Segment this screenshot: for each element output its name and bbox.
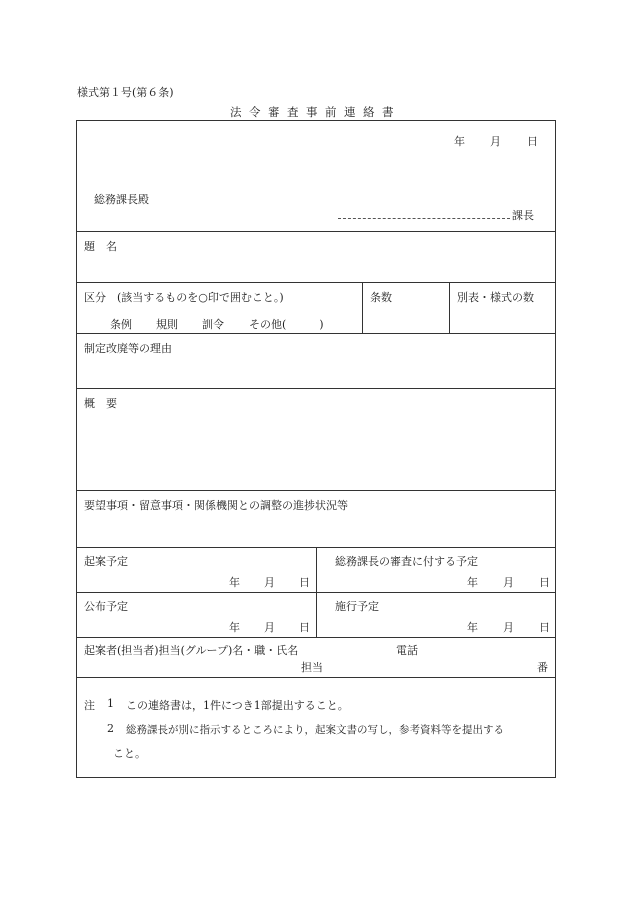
enforce-month: 月 [503, 621, 514, 634]
header-year: 年 [454, 135, 465, 148]
addressee: 総務課長殿 [94, 193, 149, 206]
note-1-text: この連絡書は，1件につき1部提出すること。 [126, 699, 349, 712]
extension-prefix: 担当 [301, 661, 323, 674]
sender-suffix: 課長 [512, 209, 534, 222]
form-label: 様式第１号(第６条) [77, 86, 174, 99]
enforce-label: 施行予定 [335, 600, 379, 613]
category-option-ordinance: 条例 [110, 318, 132, 331]
reason-label: 制定改廃等の理由 [84, 342, 172, 355]
note-2-text: 総務課長が別に指示するところにより，起案文書の写し，参考資料等を提出する [126, 724, 504, 736]
divider [76, 637, 556, 638]
sender-signature-line [338, 218, 510, 219]
draft-year: 年 [229, 576, 240, 589]
enforce-day: 日 [539, 621, 550, 634]
divider [76, 388, 556, 389]
publish-month: 月 [264, 621, 275, 634]
category-option-rule: 規則 [156, 318, 178, 331]
divider [76, 282, 556, 283]
header-month: 月 [490, 135, 501, 148]
phone-label: 電話 [396, 644, 418, 657]
divider [76, 231, 556, 232]
subject-label: 題 名 [84, 240, 117, 253]
divider [76, 333, 556, 334]
document-title: 法令審査事前連絡書 [230, 105, 401, 119]
divider [449, 282, 450, 333]
note-2-number: 2 [107, 722, 114, 735]
note-1-number: 1 [107, 697, 114, 710]
note-2-text-continued: こと。 [113, 747, 146, 760]
review-day: 日 [539, 576, 550, 589]
draft-month: 月 [264, 576, 275, 589]
publish-label: 公布予定 [84, 600, 128, 613]
divider [76, 490, 556, 491]
draft-day: 日 [299, 576, 310, 589]
summary-label: 概 要 [84, 397, 117, 410]
notes-prefix: 注 [84, 699, 95, 712]
publish-day: 日 [299, 621, 310, 634]
divider [76, 677, 556, 678]
review-year: 年 [467, 576, 478, 589]
publish-year: 年 [229, 621, 240, 634]
review-label: 総務課長の審査に付する予定 [335, 555, 478, 568]
category-label: 区分 (該当するものを○印で囲むこと。) [84, 291, 284, 304]
review-month: 月 [503, 576, 514, 589]
divider [362, 282, 363, 333]
drafter-label: 起案者(担当者)担当(グループ)名・職・氏名 [84, 644, 299, 657]
attachments-label: 別表・様式の数 [457, 291, 534, 304]
requests-label: 要望事項・留意事項・関係機関との調整の進捗状況等 [84, 499, 348, 512]
enforce-year: 年 [467, 621, 478, 634]
extension-suffix: 番 [537, 661, 548, 674]
draft-label: 起案予定 [84, 555, 128, 568]
header-day: 日 [527, 135, 538, 148]
articles-label: 条数 [370, 291, 392, 304]
category-option-instruction: 訓令 [202, 318, 224, 331]
category-option-other: その他( ) [249, 318, 324, 331]
divider [316, 547, 317, 637]
